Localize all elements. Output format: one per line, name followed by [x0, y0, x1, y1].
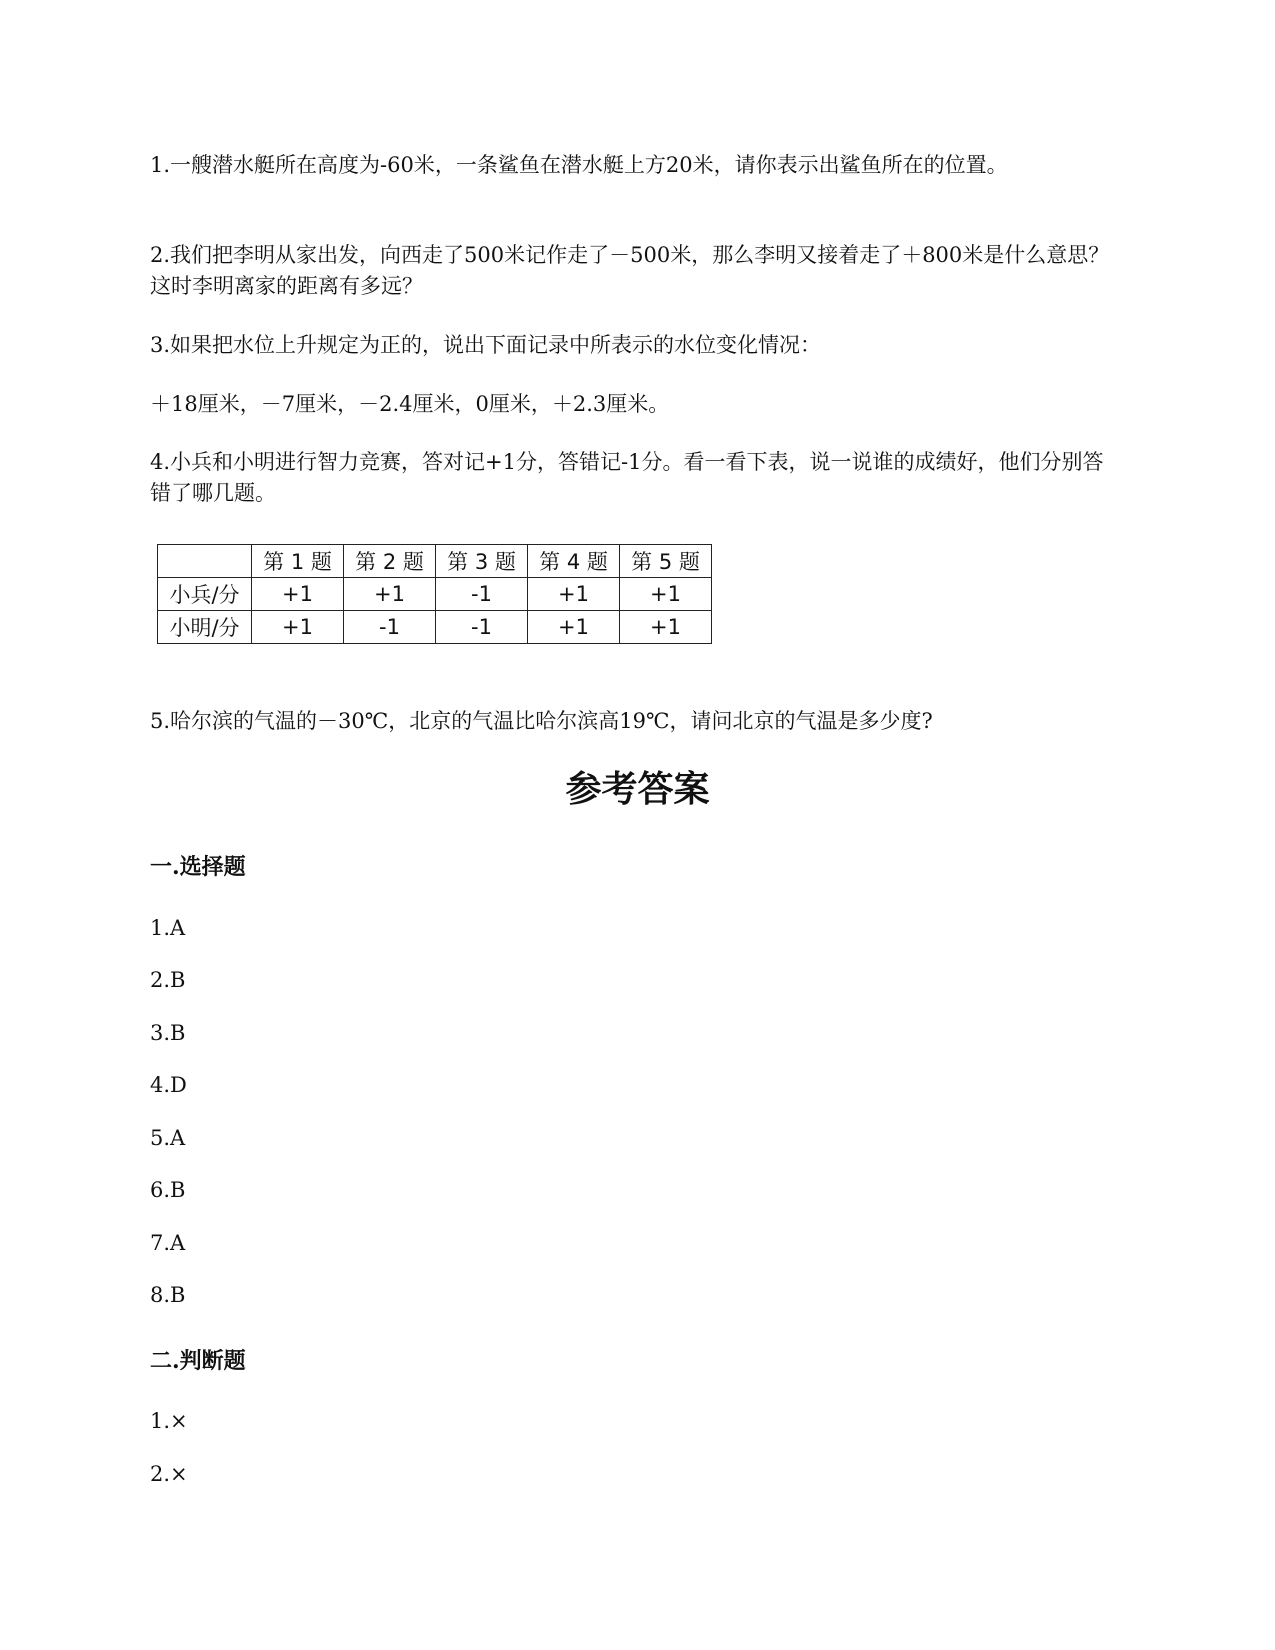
table-row	[158, 578, 712, 611]
question-4: 4.小兵和小明进行智力竞赛，答对记+1分，答错记-1分。看一看下表，说一说谁的成绩好，他们分别答错了哪几题。	[150, 450, 1104, 505]
answer-item: 8.B	[150, 1283, 186, 1307]
question-2: 2.我们把李明从家出发，向西走了500米记作走了－500米，那么李明又接着走了＋800米是什么意思？这时李明离家的距离有多远？	[150, 243, 1110, 298]
row-header: 小兵/分	[158, 578, 252, 611]
table-cell: +1	[528, 578, 620, 611]
column-header: 第 1 题	[252, 545, 344, 578]
table-cell: +1	[620, 611, 712, 644]
column-header: 第 4 题	[528, 545, 620, 578]
answer-item: 1.A	[150, 916, 186, 940]
table-cell: +1	[620, 578, 712, 611]
table-cell: -1	[436, 611, 528, 644]
table-cell: -1	[344, 611, 436, 644]
answer-item: 2.B	[150, 968, 186, 992]
question-5: 5.哈尔滨的气温的－30℃，北京的气温比哈尔滨高19℃，请问北京的气温是多少度?	[150, 709, 933, 733]
column-header: 第 5 题	[620, 545, 712, 578]
table-cell: +1	[344, 578, 436, 611]
column-header: 第 2 题	[344, 545, 436, 578]
question-3-values: ＋18厘米，－7厘米，－2.4厘米，0厘米，＋2.3厘米。	[150, 392, 670, 416]
table-cell: -1	[436, 578, 528, 611]
answers-title: 参考答案	[565, 768, 710, 810]
table-row	[158, 611, 712, 644]
score-table	[157, 544, 712, 644]
section-heading-choice: 一.选择题	[150, 854, 246, 880]
answer-item: 4.D	[150, 1073, 187, 1097]
table-header-row	[158, 545, 712, 578]
row-header: 小明/分	[158, 611, 252, 644]
answer-item: 1.×	[150, 1409, 188, 1433]
answer-item: 5.A	[150, 1126, 186, 1150]
answer-item: 2.×	[150, 1462, 188, 1486]
table-cell: +1	[252, 578, 344, 611]
table-cell: +1	[528, 611, 620, 644]
table-corner-cell	[158, 545, 252, 578]
section-heading-judgement: 二.判断题	[150, 1348, 246, 1374]
answer-item: 3.B	[150, 1021, 186, 1045]
table-cell: +1	[252, 611, 344, 644]
question-3-text: 3.如果把水位上升规定为正的，说出下面记录中所表示的水位变化情况：	[150, 333, 822, 357]
answer-item: 7.A	[150, 1231, 186, 1255]
score-table-wrapper	[157, 544, 712, 644]
column-header: 第 3 题	[436, 545, 528, 578]
answer-item: 6.B	[150, 1178, 186, 1202]
question-1: 1.一艘潜水艇所在高度为-60米，一条鲨鱼在潜水艇上方20米，请你表示出鲨鱼所在的位置。	[150, 153, 1008, 177]
